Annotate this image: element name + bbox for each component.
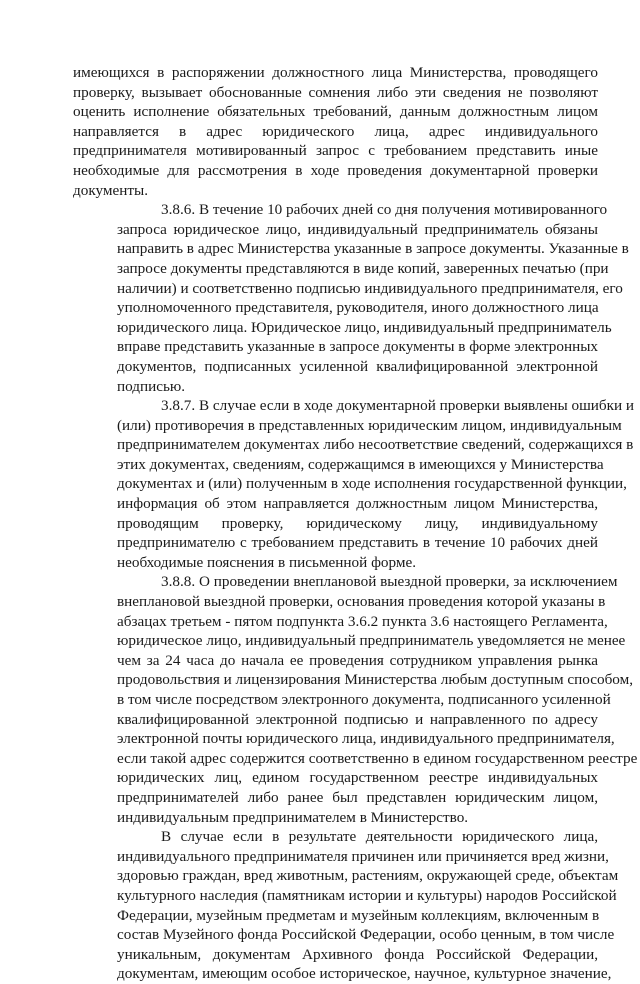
text-line: уполномоченного представителя, руководителя, иного должностного лица [117, 299, 599, 317]
text-line: культурного наследия (памятникам истории и культуры) народов Российской [117, 886, 617, 904]
text-line: уникальным, документам Архивного фонда Российской Федерации, [117, 945, 598, 963]
text-line: запросе документы представляются в виде копий, заверенных печатью (при [117, 259, 609, 277]
text-line: предпринимателем документах либо несоответствие сведений, содержащихся в [117, 436, 634, 454]
text-line: продовольствия и лицензирования Министерства любым доступным способом, [117, 671, 634, 689]
text-line: необходимые для рассмотрения в ходе проведения документарной проверки [73, 161, 598, 179]
paragraph [73, 572, 638, 827]
text-line: 3.8.6. В течение 10 рабочих дней со дня получения мотивированного [161, 201, 608, 219]
text-line: юридическое лицо, индивидуальный предприниматель уведомляется не менее [117, 632, 626, 650]
text-line: имеющихся в распоряжении должностного лица Министерства, проводящего [73, 64, 598, 81]
text-line: чем за 24 часа до начала ее проведения сотрудником управления рынка [117, 651, 598, 669]
text-line: этих документах, сведениям, содержащимся в имеющихся у Министерства [117, 455, 604, 473]
text-line: проверку, вызывает обоснованные сомнения либо эти сведения не позволяют [73, 83, 598, 101]
text-line: индивидуальным предпринимателем в Министерство. [117, 808, 469, 826]
text-line: 3.8.7. В случае если в ходе документарной проверки выявлены ошибки и [161, 397, 635, 415]
text-line: предпринимателя мотивированный запрос с требованием представить иные [73, 142, 598, 160]
text-line: направить в адрес Министерства указанные в запросе документы. Указанные в [117, 240, 629, 258]
text-line: предпринимателей либо ранее был представлен юридическим лицом, [117, 788, 598, 806]
text-line: состав Музейного фонда Российской Федерации, особо ценным, в том числе [117, 926, 615, 944]
text-line: запроса юридическое лицо, индивидуальный предприниматель обязаны [117, 220, 598, 238]
text-line: вправе представить указанные в запросе документы в форме электронных [117, 338, 598, 356]
text-line: наличии) и соответственно подписью индивидуального предпринимателя, его [117, 279, 623, 297]
text-line: здоровью граждан, вред животным, растениям, окружающей среде, объектам [117, 867, 619, 885]
text-line: информация об этом направляется должностным лицом Министерства, [117, 495, 598, 513]
text-line: предпринимателю с требованием представить в течение 10 рабочих дней [117, 534, 598, 552]
text-line: В случае если в результате деятельности юридического лица, [161, 828, 598, 846]
text-line: юридического лица. Юридическое лицо, индивидуальный предприниматель [117, 318, 612, 336]
paragraph [73, 827, 619, 984]
text-line: подписью. [117, 377, 186, 395]
paragraph [73, 200, 629, 396]
text-line: юридических лиц, едином государственном реестре индивидуальных [117, 769, 598, 787]
text-line: если такой адрес содержится соответственно в едином государственном реестре [117, 749, 638, 767]
text-line: Федерации, музейным предметам и музейным коллекциям, включенным в [117, 906, 600, 924]
text-line: документы. [73, 181, 148, 199]
text-line: внеплановой выездной проверки, основания проведения которой указаны в [117, 593, 606, 611]
text-line: направляется в адрес юридического лица, адрес индивидуального [73, 122, 598, 140]
paragraph [73, 63, 598, 200]
text-line: электронной почты юридического лица, индивидуального предпринимателя, [117, 730, 615, 748]
text-line: документах и (или) полученным в ходе исполнения государственной функции, [117, 475, 627, 493]
text-line: документам, имеющим особое историческое, научное, культурное значение, [117, 965, 612, 983]
text-line: проводящим проверку, юридическому лицу, индивидуальному [117, 514, 598, 532]
text-line: 3.8.8. О проведении внеплановой выездной проверки, за исключением [161, 573, 618, 591]
paragraph [73, 396, 635, 572]
text-line: индивидуального предпринимателя причинен или причиняется вред жизни, [117, 847, 609, 865]
document-body [73, 63, 638, 984]
text-line: в том числе посредством электронного документа, подписанного усиленной [117, 691, 611, 708]
text-line: оценить исполнение обязательных требований, данным должностным лицом [73, 103, 598, 121]
text-line: абзацах третьем - пятом подпункта 3.6.2 пункта 3.6 настоящего Регламента, [117, 612, 608, 630]
text-line: документов, подписанных усиленной квалифицированной электронной [117, 357, 598, 375]
text-line: необходимые пояснения в письменной форме. [117, 553, 417, 571]
text-line: квалифицированной электронной подписью и направленного по адресу [117, 710, 598, 728]
text-line: (или) противоречия в представленных юридическим лицом, индивидуальным [117, 416, 622, 434]
